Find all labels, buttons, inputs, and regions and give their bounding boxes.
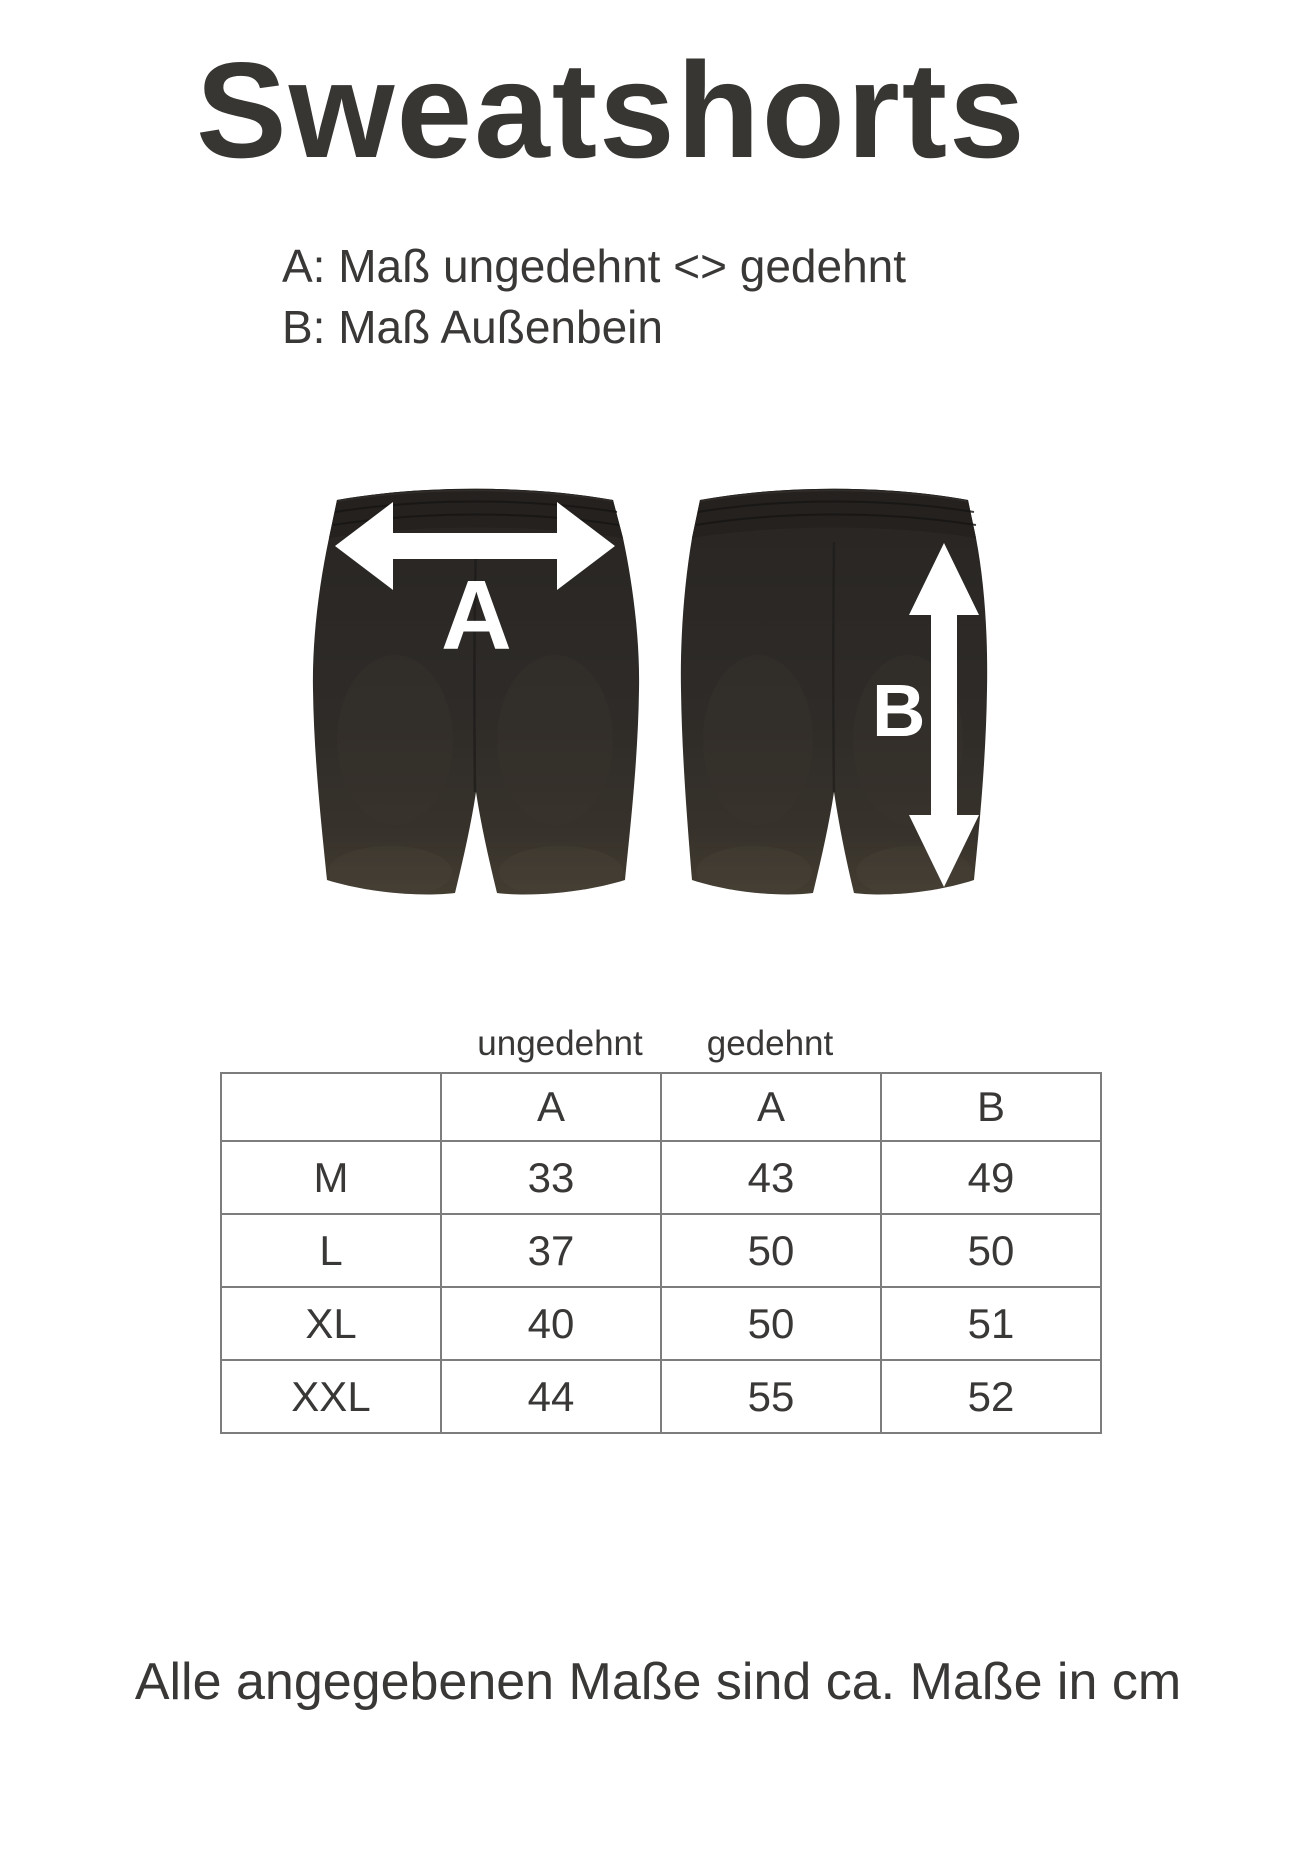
group-label-ungedehnt: ungedehnt [477, 1024, 643, 1063]
header-cell-size [221, 1073, 441, 1141]
shorts-front-illustration [305, 480, 645, 905]
value-cell: 50 [881, 1214, 1101, 1287]
header-cell-gedehnt-a: A [661, 1073, 881, 1141]
page-title: Sweatshorts [196, 34, 1027, 186]
table-header-row [221, 1073, 1101, 1141]
value-cell: 33 [441, 1141, 661, 1214]
legend-line-b: B: Maß Außenbein [282, 300, 663, 353]
size-cell: L [221, 1214, 441, 1287]
value-cell: 43 [661, 1141, 881, 1214]
value-cell: 51 [881, 1287, 1101, 1360]
size-cell: M [221, 1141, 441, 1214]
shorts-back-illustration [676, 480, 991, 905]
table-row [221, 1141, 1101, 1214]
header-cell-ungedehnt-a: A [441, 1073, 661, 1141]
size-cell: XL [221, 1287, 441, 1360]
value-cell: 49 [881, 1141, 1101, 1214]
measure-label-b: B [872, 669, 926, 752]
shorts-back-image [676, 480, 991, 905]
header-cell-b: B [881, 1073, 1101, 1141]
value-cell: 40 [441, 1287, 661, 1360]
shorts-front-image [305, 480, 645, 905]
value-cell: 50 [661, 1214, 881, 1287]
table-row [221, 1287, 1101, 1360]
table-row [221, 1360, 1101, 1433]
size-cell: XXL [221, 1360, 441, 1433]
group-label-gedehnt: gedehnt [706, 1024, 834, 1063]
measure-label-a: A [441, 560, 512, 670]
footer-note: Alle angegebenen Maße sind ca. Maße in cm [134, 1653, 1182, 1711]
measurement-legend [282, 236, 906, 357]
value-cell: 52 [881, 1360, 1101, 1433]
legend-line-a: A: Maß ungedehnt <> gedehnt [282, 240, 907, 292]
value-cell: 44 [441, 1360, 661, 1433]
value-cell: 50 [661, 1287, 881, 1360]
size-table [220, 1072, 1102, 1434]
value-cell: 37 [441, 1214, 661, 1287]
value-cell: 55 [661, 1360, 881, 1433]
table-row [221, 1214, 1101, 1287]
